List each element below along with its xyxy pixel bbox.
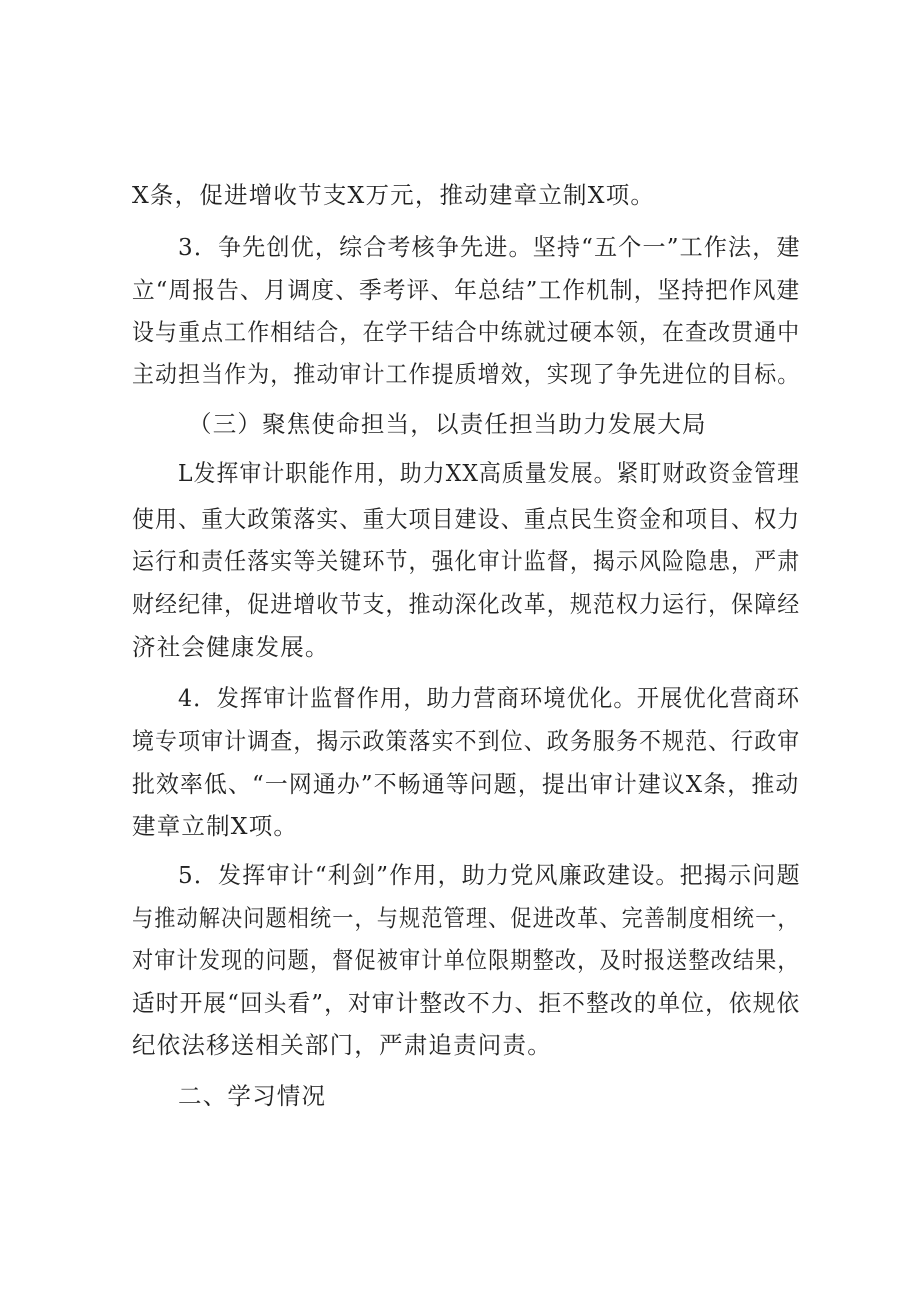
paragraph-line: 5．发挥审计“利剑”作用，助力党风廉政建设。把揭示问题 — [178, 861, 801, 889]
paragraph-line: 济社会健康发展。 — [132, 633, 330, 661]
section-heading: 二、学习情况 — [178, 1082, 327, 1110]
paragraph-line: 4．发挥审计监督作用，助力营商环境优化。开展优化营商环 — [178, 684, 801, 712]
paragraph-line: 3．争先创优，综合考核争先进。坚持“五个一”工作法，建 — [178, 233, 801, 261]
paragraph-line: 立“周报告、月调度、季考评、年总结”工作机制，坚持把作风建 — [132, 276, 801, 304]
paragraph-line: L发挥审计职能作用，助力XX高质量发展。紧盯财政资金管理 — [178, 459, 800, 487]
paragraph-line: 主动担当作为，推动审计工作提质增效，实现了争先进位的目标。 — [132, 360, 801, 388]
paragraph-line: 纪依法移送相关部门，严肃追责问责。 — [132, 1031, 552, 1059]
paragraph-line: 建章立制X项。 — [132, 812, 299, 840]
paragraph-line: 运行和责任落实等关键环节，强化审计监督，揭示风险隐患，严肃 — [132, 547, 801, 575]
paragraph-line: 境专项审计调查，揭示政策落实不到位、政务服务不规范、行政审 — [132, 727, 801, 755]
paragraph-line: 对审计发现的问题，督促被审计单位限期整改，及时报送整改结果， — [132, 946, 800, 974]
paragraph-line: 适时开展“回头看”，对审计整改不力、拒不整改的单位，依规依 — [132, 989, 801, 1017]
paragraph-line: 财经纪律，促进增收节支，推动深化改革，规范权力运行，保障经 — [132, 590, 801, 618]
section-heading: （三）聚焦使命担当，以责任担当助力发展大局 — [188, 410, 707, 438]
paragraph-line: 批效率低、“一网通办”不畅通等问题，提出审计建议X条，推动 — [132, 770, 800, 798]
paragraph-line: 与推动解决问题相统一，与规范管理、促进改革、完善制度相统一， — [132, 904, 800, 932]
paragraph-line: 使用、重大政策落实、重大项目建设、重点民生资金和项目、权力 — [132, 505, 801, 533]
paragraph-line: X条，促进增收节支X万元，推动建章立制X项。 — [132, 181, 656, 209]
paragraph-line: 设与重点工作相结合，在学干结合中练就过硬本领，在查改贯通中 — [132, 318, 801, 346]
